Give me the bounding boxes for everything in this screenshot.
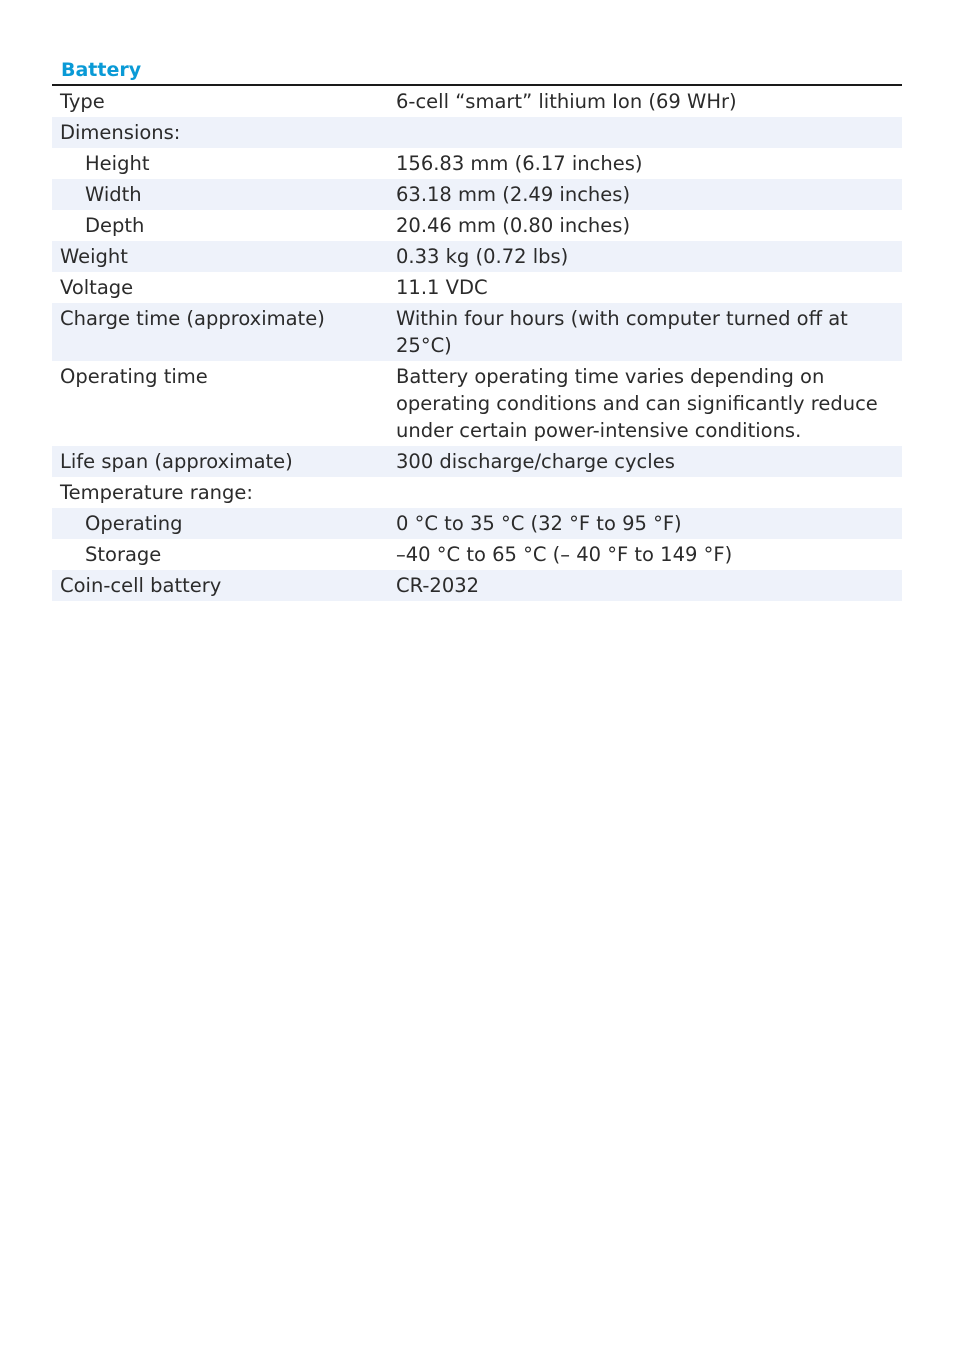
- row-label: Temperature range:: [60, 481, 253, 504]
- row-label: Coin-cell battery: [52, 570, 388, 601]
- row-label: Dimensions:: [52, 117, 388, 148]
- row-value: [388, 477, 902, 508]
- section-title: Battery: [52, 56, 902, 86]
- row-label: Type: [60, 90, 105, 113]
- table-row-temperature-range: [52, 477, 902, 508]
- table-row-life-span: [52, 446, 902, 477]
- row-label: Width: [52, 179, 388, 210]
- row-value: 300 discharge/charge cycles: [388, 446, 902, 477]
- row-value: 63.18 mm (2.49 inches): [388, 179, 902, 210]
- battery-specs-section: [52, 56, 902, 601]
- row-value: [388, 117, 902, 148]
- table-row-width: [52, 179, 902, 210]
- row-value: 20.46 mm (0.80 inches): [396, 214, 631, 237]
- row-value: 11.1 VDC: [396, 276, 488, 299]
- row-label: Charge time (approximate): [52, 303, 388, 361]
- table-row-height: [52, 148, 902, 179]
- row-value: 156.83 mm (6.17 inches): [396, 152, 643, 175]
- row-label: Height: [85, 152, 150, 175]
- row-value: 0.33 kg (0.72 lbs): [388, 241, 902, 272]
- row-label: Weight: [52, 241, 388, 272]
- battery-spec-table: [52, 86, 902, 601]
- row-label: Operating time: [60, 365, 208, 388]
- table-row-coin-cell: [52, 570, 902, 601]
- row-label: Voltage: [60, 276, 134, 299]
- table-row-voltage: [52, 272, 902, 303]
- row-value: Within four hours (with computer turned off at 25°C): [388, 303, 902, 361]
- row-value: CR-2032: [388, 570, 902, 601]
- row-label: Depth: [85, 214, 145, 237]
- table-row-type: [52, 86, 902, 117]
- table-row-weight: [52, 241, 902, 272]
- row-value: –40 °C to 65 °C (– 40 °F to 149 °F): [396, 543, 733, 566]
- row-label: Life span (approximate): [52, 446, 388, 477]
- row-value: Battery operating time varies depending on operating conditions and can significantly reduce under certain power-intensive conditions.: [396, 365, 878, 442]
- row-value: 6-cell “smart” lithium Ion (69 WHr): [396, 90, 737, 113]
- table-row-operating-temp: [52, 508, 902, 539]
- table-row-operating-time: [52, 361, 902, 446]
- table-row-storage-temp: [52, 539, 902, 570]
- row-label: Operating: [52, 508, 388, 539]
- table-row-dimensions: [52, 117, 902, 148]
- table-row-depth: [52, 210, 902, 241]
- row-label: Storage: [85, 543, 162, 566]
- row-value: 0 °C to 35 °C (32 °F to 95 °F): [388, 508, 902, 539]
- table-row-charge-time: [52, 303, 902, 361]
